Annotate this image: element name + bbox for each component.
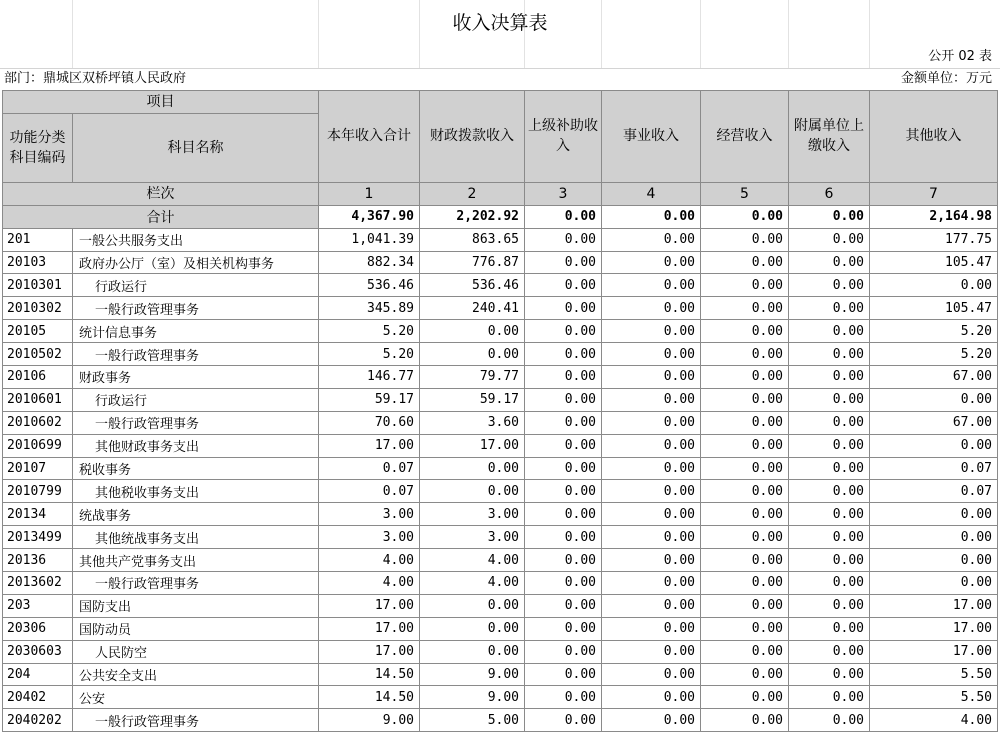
amount-cell: 0.00: [420, 480, 525, 503]
amount-cell: 0.00: [701, 297, 789, 320]
table-row: [3, 251, 998, 274]
amount-cell: 3.60: [420, 411, 525, 434]
amount-cell: 3.00: [319, 503, 420, 526]
amount-cell: 0.00: [701, 411, 789, 434]
amount-cell: 0.00: [525, 686, 602, 709]
amount-cell: 863.65: [420, 228, 525, 251]
total-value: 2,202.92: [420, 205, 525, 228]
amount-cell: 0.00: [789, 663, 870, 686]
subject-name-cell: 人民防空: [73, 640, 319, 663]
amount-cell: 0.00: [701, 686, 789, 709]
subject-code-cell: 20107: [3, 457, 73, 480]
subject-code-cell: 2013602: [3, 572, 73, 595]
report-title: 收入决算表: [452, 12, 548, 34]
subject-code-cell: 2010302: [3, 297, 73, 320]
amount-cell: 0.00: [602, 594, 701, 617]
amount-cell: 0.00: [701, 228, 789, 251]
amount-cell: 5.20: [870, 343, 998, 366]
subject-name-cell: 行政运行: [73, 388, 319, 411]
amount-cell: 59.17: [420, 388, 525, 411]
table-row: [3, 320, 998, 343]
amount-cell: 0.00: [420, 343, 525, 366]
amount-cell: 0.00: [602, 549, 701, 572]
amount-cell: 240.41: [420, 297, 525, 320]
amount-cell: 0.00: [701, 320, 789, 343]
header-func-code: 功能分类科目编码: [3, 113, 73, 182]
subject-code-cell: 2010699: [3, 434, 73, 457]
subject-name-cell: 一般行政管理事务: [73, 572, 319, 595]
amount-cell: 0.00: [870, 526, 998, 549]
total-value: 0.00: [789, 205, 870, 228]
amount-cell: 0.00: [701, 640, 789, 663]
amount-cell: 17.00: [870, 640, 998, 663]
amount-cell: 536.46: [420, 274, 525, 297]
amount-cell: 0.00: [525, 503, 602, 526]
amount-cell: 146.77: [319, 366, 420, 389]
amount-cell: 5.50: [870, 686, 998, 709]
amount-cell: 0.00: [789, 617, 870, 640]
total-label: 合计: [3, 205, 319, 228]
amount-cell: 67.00: [870, 411, 998, 434]
subject-code-cell: 2030603: [3, 640, 73, 663]
amount-cell: 0.00: [789, 503, 870, 526]
amount-cell: 0.00: [701, 388, 789, 411]
total-row: [3, 205, 998, 228]
amount-cell: 0.00: [789, 594, 870, 617]
table-row: [3, 503, 998, 526]
amount-cell: 3.00: [420, 503, 525, 526]
subject-name-cell: 一般行政管理事务: [73, 709, 319, 732]
amount-cell: 0.00: [525, 572, 602, 595]
subject-code-cell: 204: [3, 663, 73, 686]
amount-cell: 5.50: [870, 663, 998, 686]
subject-name-cell: 财政事务: [73, 366, 319, 389]
table-row: [3, 228, 998, 251]
table-row: [3, 617, 998, 640]
amount-cell: 0.00: [525, 228, 602, 251]
table-row: [3, 686, 998, 709]
amount-cell: 5.00: [420, 709, 525, 732]
amount-cell: 0.00: [525, 526, 602, 549]
amount-cell: 4.00: [420, 549, 525, 572]
amount-cell: 0.00: [602, 640, 701, 663]
table-row: [3, 457, 998, 480]
amount-cell: 0.00: [701, 434, 789, 457]
amount-cell: 0.00: [789, 686, 870, 709]
column-index: 4: [602, 182, 701, 205]
amount-cell: 0.00: [789, 297, 870, 320]
subject-code-cell: 20136: [3, 549, 73, 572]
form-number: 公开 02 表: [928, 49, 992, 64]
subject-code-cell: 2010601: [3, 388, 73, 411]
amount-cell: 59.17: [319, 388, 420, 411]
amount-cell: 0.00: [701, 526, 789, 549]
subject-name-cell: 国防支出: [73, 594, 319, 617]
amount-cell: 345.89: [319, 297, 420, 320]
header-col-3: 上级补助收入: [525, 91, 602, 183]
table-row: [3, 480, 998, 503]
amount-cell: 0.00: [602, 617, 701, 640]
table-row: [3, 388, 998, 411]
amount-cell: 0.00: [602, 686, 701, 709]
income-table: [2, 90, 998, 732]
amount-cell: 536.46: [319, 274, 420, 297]
subject-code-cell: 20306: [3, 617, 73, 640]
amount-cell: 0.00: [525, 663, 602, 686]
amount-cell: 0.00: [602, 251, 701, 274]
table-row: [3, 640, 998, 663]
column-index: 2: [420, 182, 525, 205]
amount-cell: 0.00: [525, 434, 602, 457]
amount-cell: 4.00: [870, 709, 998, 732]
subject-code-cell: 20134: [3, 503, 73, 526]
amount-cell: 0.00: [701, 457, 789, 480]
amount-cell: 0.00: [789, 526, 870, 549]
amount-cell: 4.00: [319, 572, 420, 595]
table-row: [3, 526, 998, 549]
amount-cell: 0.00: [789, 457, 870, 480]
subject-code-cell: 2040202: [3, 709, 73, 732]
amount-cell: 4.00: [420, 572, 525, 595]
column-index: 7: [870, 182, 998, 205]
header-col-2: 财政拨款收入: [420, 91, 525, 183]
column-index: 6: [789, 182, 870, 205]
amount-cell: 105.47: [870, 251, 998, 274]
amount-cell: 0.00: [602, 663, 701, 686]
amount-cell: 0.00: [789, 366, 870, 389]
amount-cell: 0.00: [602, 503, 701, 526]
amount-cell: 0.00: [525, 594, 602, 617]
amount-cell: 0.00: [602, 320, 701, 343]
amount-cell: 0.00: [701, 572, 789, 595]
subject-name-cell: 统战事务: [73, 503, 319, 526]
subject-code-cell: 20402: [3, 686, 73, 709]
amount-cell: 0.00: [525, 480, 602, 503]
header-col-1: 本年收入合计: [319, 91, 420, 183]
amount-cell: 0.00: [602, 709, 701, 732]
amount-cell: 17.00: [319, 594, 420, 617]
amount-cell: 0.00: [602, 297, 701, 320]
subject-code-cell: 20103: [3, 251, 73, 274]
amount-cell: 0.00: [789, 228, 870, 251]
amount-cell: 4.00: [319, 549, 420, 572]
amount-cell: 17.00: [870, 594, 998, 617]
total-value: 0.00: [701, 205, 789, 228]
amount-cell: 17.00: [870, 617, 998, 640]
subject-code-cell: 2013499: [3, 526, 73, 549]
amount-cell: 0.00: [870, 549, 998, 572]
amount-cell: 0.07: [319, 480, 420, 503]
amount-unit-label: 金额单位：万元: [900, 71, 992, 86]
amount-cell: 0.00: [701, 663, 789, 686]
subject-name-cell: 一般公共服务支出: [73, 228, 319, 251]
subject-name-cell: 行政运行: [73, 274, 319, 297]
total-value: 0.00: [525, 205, 602, 228]
header-column-index-label: 栏次: [3, 182, 319, 205]
amount-cell: 67.00: [870, 366, 998, 389]
amount-cell: 0.00: [789, 572, 870, 595]
amount-cell: 776.87: [420, 251, 525, 274]
subject-name-cell: 税收事务: [73, 457, 319, 480]
subject-name-cell: 统计信息事务: [73, 320, 319, 343]
amount-cell: 177.75: [870, 228, 998, 251]
header-col-4: 事业收入: [602, 91, 701, 183]
amount-cell: 9.00: [319, 709, 420, 732]
amount-cell: 0.00: [870, 434, 998, 457]
subject-name-cell: 其他共产党事务支出: [73, 549, 319, 572]
table-row: [3, 549, 998, 572]
amount-cell: 0.00: [789, 274, 870, 297]
amount-cell: 14.50: [319, 663, 420, 686]
subject-code-cell: 203: [3, 594, 73, 617]
header-col-5: 经营收入: [701, 91, 789, 183]
header-col-6: 附属单位上缴收入: [789, 91, 870, 183]
amount-cell: 0.00: [602, 228, 701, 251]
amount-cell: 0.00: [525, 640, 602, 663]
amount-cell: 0.00: [701, 343, 789, 366]
subject-name-cell: 政府办公厅（室）及相关机构事务: [73, 251, 319, 274]
amount-cell: 0.00: [602, 526, 701, 549]
amount-cell: 0.00: [870, 503, 998, 526]
amount-cell: 0.00: [789, 343, 870, 366]
subject-name-cell: 公安: [73, 686, 319, 709]
amount-cell: 0.00: [420, 594, 525, 617]
amount-cell: 0.07: [870, 480, 998, 503]
amount-cell: 0.00: [525, 297, 602, 320]
table-row: [3, 297, 998, 320]
table-row: [3, 434, 998, 457]
amount-cell: 0.00: [525, 549, 602, 572]
amount-cell: 3.00: [319, 526, 420, 549]
amount-cell: 0.00: [789, 411, 870, 434]
amount-cell: 0.07: [319, 457, 420, 480]
amount-cell: 0.00: [701, 617, 789, 640]
amount-cell: 5.20: [319, 343, 420, 366]
amount-cell: 5.20: [319, 320, 420, 343]
amount-cell: 17.00: [319, 617, 420, 640]
total-value: 4,367.90: [319, 205, 420, 228]
amount-cell: 0.00: [701, 274, 789, 297]
amount-cell: 17.00: [319, 640, 420, 663]
amount-cell: 17.00: [319, 434, 420, 457]
subject-code-cell: 20106: [3, 366, 73, 389]
amount-cell: 0.00: [789, 709, 870, 732]
table-row: [3, 343, 998, 366]
subject-name-cell: 一般行政管理事务: [73, 297, 319, 320]
amount-cell: 0.00: [870, 388, 998, 411]
amount-cell: 0.00: [701, 594, 789, 617]
table-row: [3, 594, 998, 617]
table-row: [3, 274, 998, 297]
column-index: 5: [701, 182, 789, 205]
amount-cell: 0.00: [602, 343, 701, 366]
amount-cell: 17.00: [420, 434, 525, 457]
amount-cell: 0.00: [525, 617, 602, 640]
amount-cell: 0.00: [789, 549, 870, 572]
amount-cell: 3.00: [420, 526, 525, 549]
amount-cell: 0.00: [420, 457, 525, 480]
subject-code-cell: 2010502: [3, 343, 73, 366]
amount-cell: 0.00: [602, 480, 701, 503]
amount-cell: 0.00: [525, 388, 602, 411]
table-row: [3, 709, 998, 732]
subject-code-cell: 201: [3, 228, 73, 251]
amount-cell: 0.00: [525, 366, 602, 389]
amount-cell: 0.00: [525, 411, 602, 434]
subject-name-cell: 一般行政管理事务: [73, 343, 319, 366]
subject-code-cell: 20105: [3, 320, 73, 343]
amount-cell: 14.50: [319, 686, 420, 709]
amount-cell: 0.00: [602, 388, 701, 411]
amount-cell: 0.00: [870, 572, 998, 595]
amount-cell: 1,041.39: [319, 228, 420, 251]
amount-cell: 0.00: [420, 617, 525, 640]
amount-cell: 0.00: [602, 411, 701, 434]
amount-cell: 0.00: [602, 457, 701, 480]
column-index: 1: [319, 182, 420, 205]
subject-name-cell: 其他财政事务支出: [73, 434, 319, 457]
subject-code-cell: 2010799: [3, 480, 73, 503]
subject-name-cell: 一般行政管理事务: [73, 411, 319, 434]
amount-cell: 0.00: [602, 274, 701, 297]
amount-cell: 882.34: [319, 251, 420, 274]
table-row: [3, 411, 998, 434]
amount-cell: 0.00: [525, 709, 602, 732]
amount-cell: 0.00: [701, 549, 789, 572]
amount-cell: 9.00: [420, 663, 525, 686]
amount-cell: 0.00: [701, 503, 789, 526]
amount-cell: 5.20: [870, 320, 998, 343]
amount-cell: 0.00: [789, 388, 870, 411]
amount-cell: 0.00: [701, 251, 789, 274]
amount-cell: 0.00: [789, 251, 870, 274]
subject-name-cell: 其他统战事务支出: [73, 526, 319, 549]
amount-cell: 0.00: [602, 572, 701, 595]
amount-cell: 79.77: [420, 366, 525, 389]
amount-cell: 0.00: [701, 480, 789, 503]
header-col-7: 其他收入: [870, 91, 998, 183]
amount-cell: 0.00: [525, 457, 602, 480]
amount-cell: 0.00: [525, 343, 602, 366]
amount-cell: 0.00: [789, 434, 870, 457]
amount-cell: 0.00: [525, 320, 602, 343]
total-value: 2,164.98: [870, 205, 998, 228]
amount-cell: 0.00: [420, 320, 525, 343]
subject-name-cell: 国防动员: [73, 617, 319, 640]
table-row: [3, 663, 998, 686]
department-label: 部门：鼎城区双桥坪镇人民政府: [4, 71, 187, 86]
subject-code-cell: 2010301: [3, 274, 73, 297]
column-index: 3: [525, 182, 602, 205]
subject-name-cell: 其他税收事务支出: [73, 480, 319, 503]
header-subject-name: 科目名称: [73, 113, 319, 182]
header-item: 项目: [3, 91, 319, 114]
amount-cell: 9.00: [420, 686, 525, 709]
amount-cell: 105.47: [870, 297, 998, 320]
amount-cell: 0.00: [602, 366, 701, 389]
amount-cell: 0.07: [870, 457, 998, 480]
amount-cell: 0.00: [789, 320, 870, 343]
amount-cell: 0.00: [602, 434, 701, 457]
amount-cell: 0.00: [525, 251, 602, 274]
amount-cell: 0.00: [789, 640, 870, 663]
table-row: [3, 366, 998, 389]
subject-name-cell: 公共安全支出: [73, 663, 319, 686]
amount-cell: 0.00: [525, 274, 602, 297]
amount-cell: 70.60: [319, 411, 420, 434]
amount-cell: 0.00: [420, 640, 525, 663]
table-row: [3, 572, 998, 595]
amount-cell: 0.00: [701, 366, 789, 389]
total-value: 0.00: [602, 205, 701, 228]
amount-cell: 0.00: [789, 480, 870, 503]
amount-cell: 0.00: [870, 274, 998, 297]
subject-code-cell: 2010602: [3, 411, 73, 434]
amount-cell: 0.00: [701, 709, 789, 732]
